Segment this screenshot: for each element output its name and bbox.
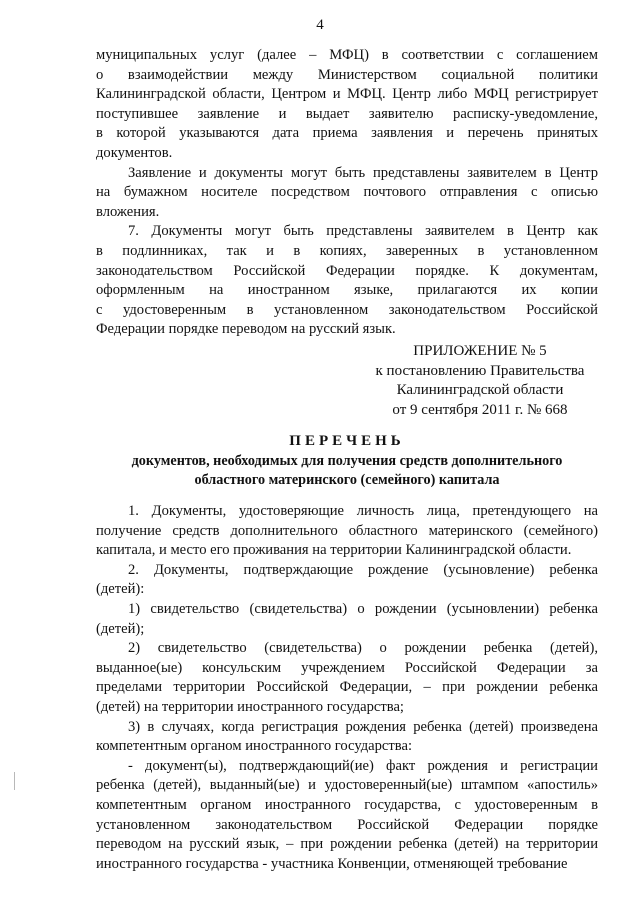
text-line: выданное(ые) консульским учреждением Российской Федерации за [96, 659, 598, 676]
text-line: 3) в случаях, когда регистрация рождения ребенка (детей) произведена [128, 718, 598, 735]
text-line: иностранного государства - участника Конвенции, отменяющей требование [96, 855, 568, 872]
text-line: документов. [96, 144, 173, 161]
text-line: Калининградской области, Центром и МФЦ. Центр либо МФЦ регистрирует [96, 86, 598, 103]
text-line: Заявление и документы могут быть представлены заявителем в Центр [128, 164, 598, 181]
paragraph [96, 502, 598, 561]
list-text-block [96, 502, 598, 874]
appendix-reference: к постановлению Правительства [375, 362, 585, 379]
text-line: о взаимодействии между Министерством социальной политики [96, 66, 598, 83]
text-line: 1) свидетельство (свидетельства) о рождении (усыновлении) ребенка [128, 600, 598, 617]
text-line: ребенка (детей), выданный(ые) и удостоверенный(ые) штампом «апостиль» [96, 777, 598, 794]
paragraph [96, 164, 598, 223]
document-title [96, 432, 598, 491]
text-line: 7. Документы могут быть представлены заявителем в Центр как [128, 223, 598, 240]
paragraph [96, 639, 598, 717]
page-number: 4 [316, 17, 324, 33]
text-line: в подлинниках, так и в копиях, заверенных в установленном [96, 242, 598, 259]
text-line: оформленным на иностранном языке, прилагаются их копии [96, 282, 598, 299]
text-line: - документ(ы), подтверждающий(ие) факт рождения и регистрации [128, 757, 598, 774]
text-line: переводом на русский язык, – при рождении ребенка (детей) на территории [96, 836, 598, 853]
paragraph [96, 600, 598, 639]
text-line: в которой указываются дата приема заявления и перечень принятых [96, 125, 598, 142]
text-line: поступившее заявление и выдает заявителю расписку-уведомление, [96, 105, 598, 122]
text-line: (детей); [96, 620, 145, 637]
paragraph [96, 757, 598, 875]
appendix-label: ПРИЛОЖЕНИЕ № 5 [413, 343, 547, 359]
text-line: капитала, и место его проживания на территории Калининградской области. [96, 542, 572, 559]
text-line: на бумажном носителе посредством почтового отправления с описью [96, 184, 598, 201]
text-line: компетентным органом иностранного государства, с удостоверенным в [96, 796, 598, 813]
text-line: компетентным органом иностранного государства: [96, 738, 413, 755]
paragraph [96, 718, 598, 757]
text-line: 2) свидетельство (свидетельства) о рождении ребенка (детей), [128, 640, 598, 657]
appendix-date: от 9 сентября 2011 г. № 668 [392, 401, 568, 418]
title-subtitle-line2: областного материнского (семейного) капитала [194, 472, 500, 489]
text-line: законодательством Российской Федерации порядке. К документам, [96, 262, 598, 279]
text-line: установленном законодательством Российской Федерации порядке [96, 816, 598, 833]
text-line: вложения. [96, 203, 160, 220]
text-line: 1. Документы, удостоверяющие личность лица, претендующего на [128, 503, 598, 519]
paragraph [96, 222, 598, 340]
title-subtitle-line1: документов, необходимых для получения средств дополнительного [131, 452, 563, 469]
text-line: (детей): [96, 581, 145, 598]
text-line: муниципальных услуг (далее – МФЦ) в соответствии с соглашением [96, 47, 598, 63]
paragraph [96, 561, 598, 600]
appendix-region: Калининградской области [396, 382, 564, 399]
paragraph [96, 46, 598, 164]
appendix-header [360, 342, 600, 420]
text-line: 2. Документы, подтверждающие рождение (усыновление) ребенка [128, 561, 598, 578]
text-line: получение средств дополнительного областного материнского (семейного) [96, 522, 598, 539]
text-line: пределами территории Российской Федерации, – при рождении ребенка [96, 679, 598, 696]
text-line: Федерации порядке переводом на русский язык. [96, 321, 396, 338]
title-main: ПЕРЕЧЕНЬ [289, 433, 405, 449]
text-line: (детей) на территории иностранного государства; [96, 698, 404, 715]
margin-mark [14, 772, 15, 790]
text-line: с удостоверенным в установленном законодательством Российской [96, 301, 598, 318]
top-text-block [96, 46, 598, 340]
